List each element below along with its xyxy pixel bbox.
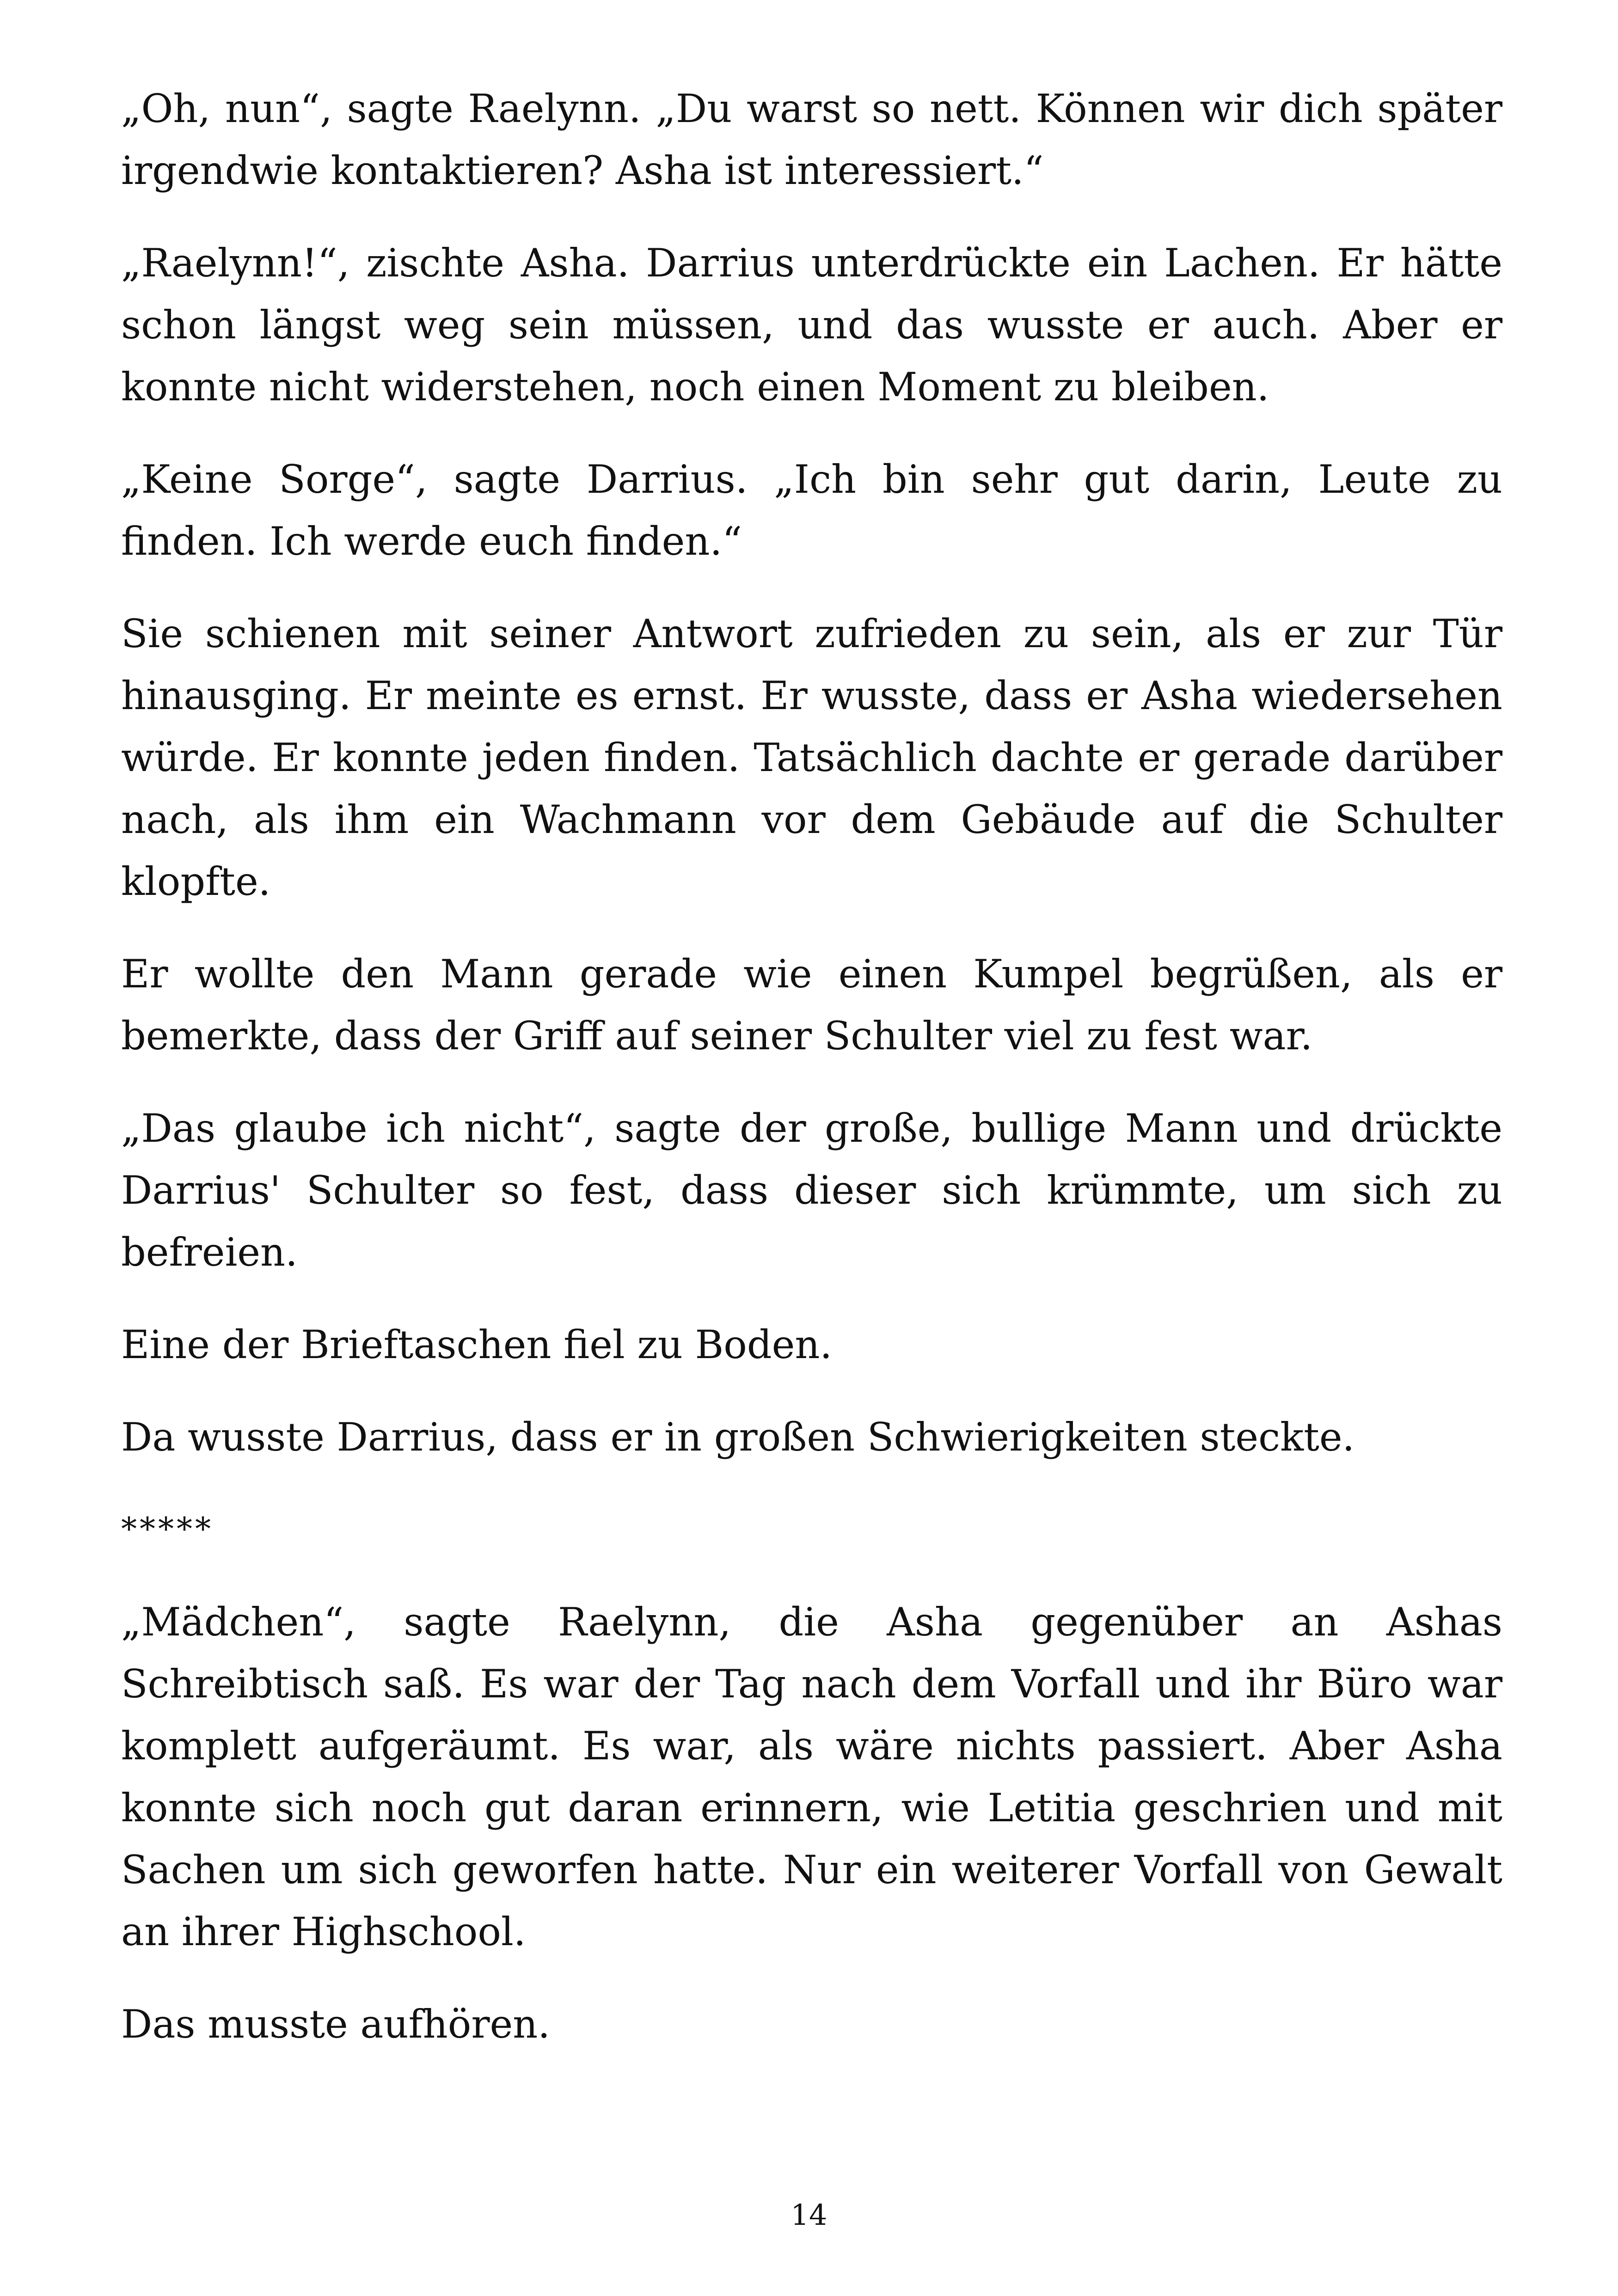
paragraph-8: Da wusste Darrius, dass er in großen Schwierigkeiten steckte. [121,1414,1355,1460]
paragraph-10: Das musste aufhören. [121,2002,550,2047]
page-number: 14 [791,2198,827,2232]
paragraph-2: „Raelynn!“, zischte Asha. Darrius unterdrückte ein Lachen. Er hätte schon längst weg sein müssen, und das wusste er auch. Aber er konnte nicht widerstehen, noch einen Moment zu bleiben. [121,240,1502,410]
paragraph-6: „Das glaube ich nicht“, sagte der große, bullige Mann und drückte Darrius' Schulter so fest, dass dieser sich krümmte, um sich zu befreien. [121,1106,1502,1275]
paragraph-4: Sie schienen mit seiner Antwort zufrieden zu sein, als er zur Tür hinausging. Er meinte es ernst. Er wusste, dass er Asha wiedersehen würde. Er konnte jeden finden. Tatsächlich dachte er gerade darüber nach, als ihm ein Wachmann vor dem Gebäude auf die Schulter klopfte. [121,611,1502,904]
paragraph-5: Er wollte den Mann gerade wie einen Kumpel begrüßen, als er bemerkte, dass der Griff auf seiner Schulter viel zu fest war. [121,951,1502,1059]
paragraph-3: „Keine Sorge“, sagte Darrius. „Ich bin sehr gut darin, Leute zu finden. Ich werde euch finden.“ [121,457,1502,564]
body-text [121,78,1502,2086]
paragraph-7: Eine der Brieftaschen fiel zu Boden. [121,1322,833,1367]
paragraph-1: „Oh, nun“, sagte Raelynn. „Du warst so nett. Können wir dich später irgendwie kontaktieren? Asha ist interessiert.“ [121,86,1502,193]
scene-separator: ***** [121,1511,214,1548]
paragraph-9: „Mädchen“, sagte Raelynn, die Asha gegenüber an Ashas Schreibtisch saß. Es war der Tag nach dem Vorfall und ihr Büro war komplett aufgeräumt. Es war, als wäre nichts passiert. Aber Asha konnte sich noch gut daran erinnern, wie Letitia geschrien und mit Sachen um sich geworfen hatte. Nur ein weiterer Vorfall von Gewalt an ihrer Highschool. [121,1599,1502,1954]
